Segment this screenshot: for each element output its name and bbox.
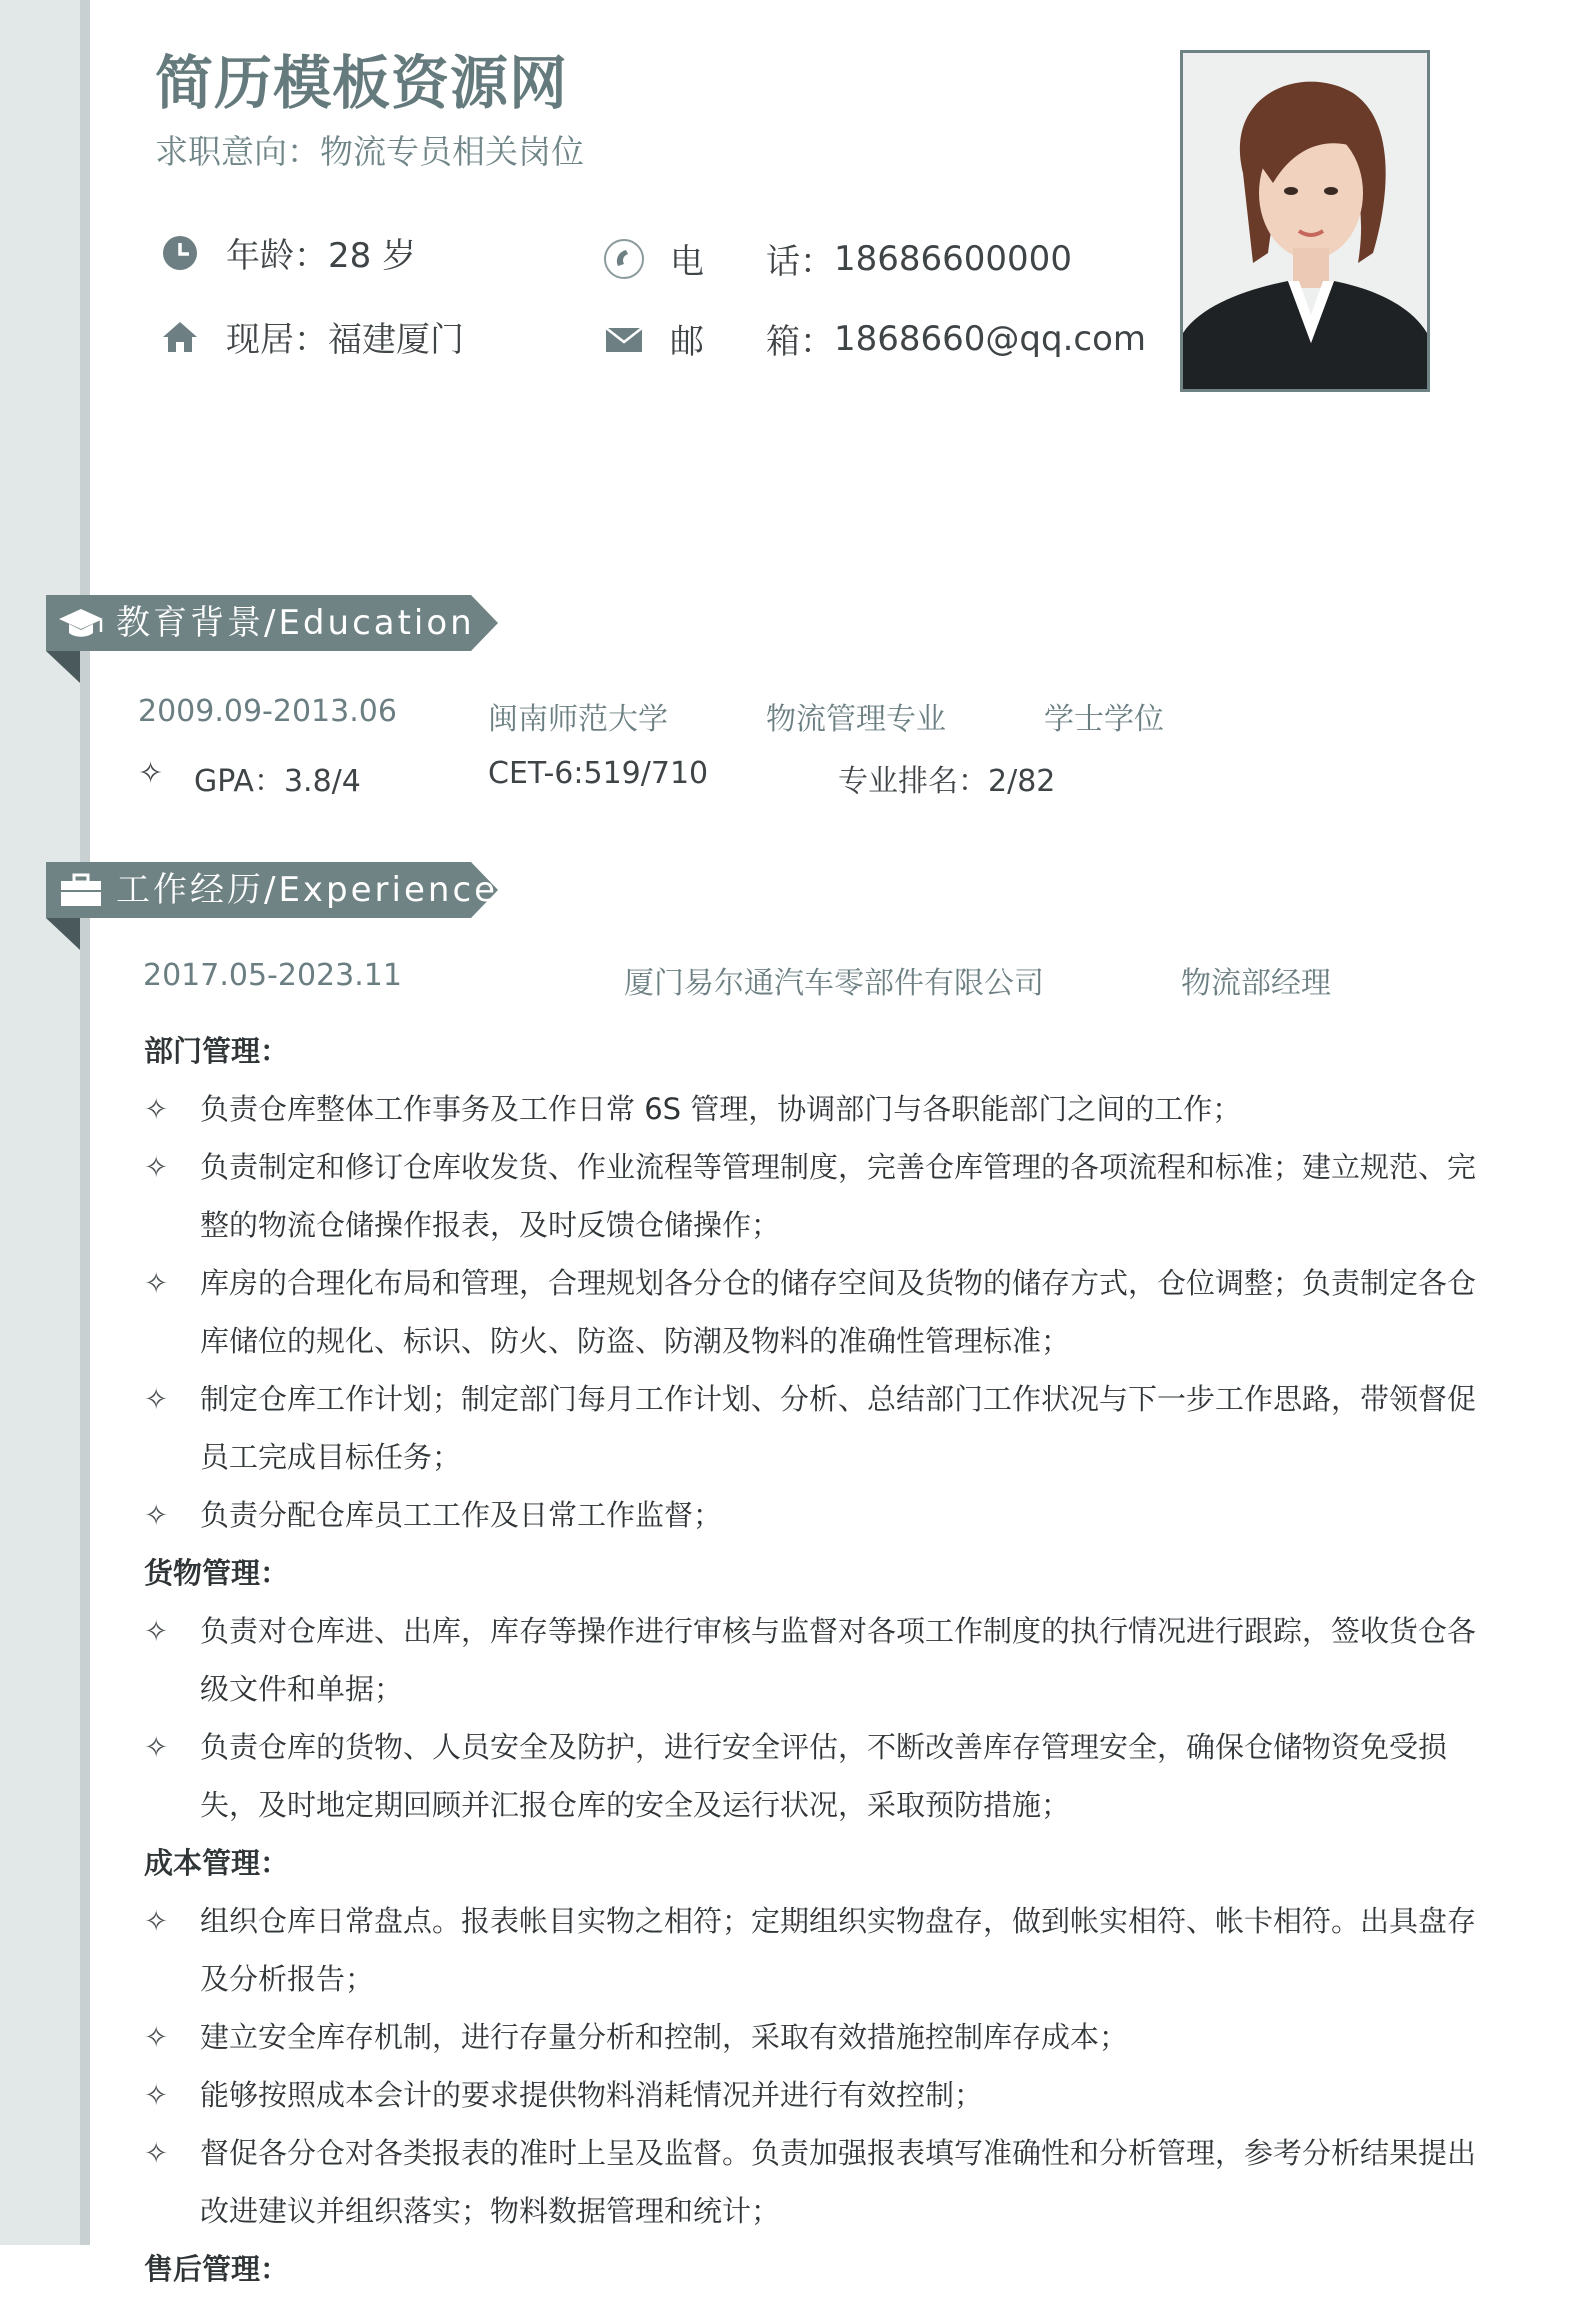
edu-bullet: ✧ [138,756,164,791]
edu-period: 2009.09-2013.06 [138,694,397,729]
list-item: ✧ 组织仓库日常盘点。报表帐目实物之相符；定期组织实物盘存，做到帐实相符、帐卡相符。出具盘存及分析报告； [144,1904,1477,1996]
list-item: ✧ 能够按照成本会计的要求提供物料消耗情况并进行有效控制； [144,2078,984,2112]
clock-icon [158,231,202,275]
email-label-1: 邮 [670,322,704,362]
exp-period: 2017.05-2023.11 [143,958,402,993]
briefcase-icon [56,870,106,910]
phone-label-1: 电 [670,242,704,282]
exp-position: 物流部经理 [1181,966,1331,1001]
candidate-name: 简历模板资源网 [155,49,569,117]
list-item: ✧ 负责仓库整体工作事务及工作日常 6S 管理，协调部门与各职能部门之间的工作； [144,1092,1242,1126]
category-department: 部门管理： [144,1034,290,1068]
category-after-sales: 售后管理： [144,2252,290,2286]
residence-row [158,312,464,361]
home-icon [158,315,202,359]
edu-gpa: GPA：3.8/4 [194,764,361,799]
age-row [158,228,416,277]
edu-school: 闽南师范大学 [488,702,668,737]
edu-cet: CET-6:519/710 [488,756,709,791]
edu-rank: 专业排名：2/82 [838,764,1056,799]
edu-degree: 学士学位 [1044,702,1164,737]
education-title: 教育背景/Education [116,603,475,643]
list-item: ✧ 负责仓库的货物、人员安全及防护，进行安全评估，不断改善库存管理安全，确保仓储物资免受损失，及时地定期回顾并汇报仓库的安全及运行状况，采取预防措施； [144,1730,1448,1822]
profile-photo [1180,50,1430,392]
edu-major: 物流管理专业 [766,702,946,737]
category-cost: 成本管理： [144,1846,290,1880]
email-row [602,314,1146,363]
experience-details [144,1022,1480,2298]
experience-section-header [46,862,498,918]
sidebar-band [0,0,80,2245]
residence-text: 现居：福建厦门 [226,320,464,360]
phone-icon [602,237,646,281]
phone-label-2: 话： [766,242,834,282]
graduation-cap-icon [56,603,106,643]
list-item: ✧ 制定仓库工作计划；制定部门每月工作计划、分析、总结部门工作状况与下一步工作思路，带领督促员工完成目标任务； [144,1382,1477,1474]
phone-row [602,234,1072,283]
category-goods: 货物管理： [144,1556,290,1590]
list-item: ✧ 负责制定和修订仓库收发货、作业流程等管理制度，完善仓库管理的各项流程和标准；建立规范、完整的物流仓储操作报表，及时反馈仓储操作； [144,1150,1477,1242]
list-item: ✧ 督促各分仓对各类报表的准时上呈及监督。负责加强报表填写准确性和分析管理，参考分析结果提出改进建议并组织落实；物料数据管理和统计； [144,2136,1477,2228]
phone-value[interactable]: 18686600000 [834,238,1072,279]
experience-title: 工作经历/Experience [116,870,499,910]
sidebar-rule [80,0,90,2245]
email-label-2: 箱： [766,322,834,362]
mail-icon [602,317,646,361]
education-section-header [46,595,498,651]
list-item: ✧ 库房的合理化布局和管理，合理规划各分仓的储存空间及货物的储存方式，仓位调整；负责制定各仓库储位的规化、标识、防火、防盗、防潮及物料的准确性管理标准； [144,1266,1477,1358]
list-item: ✧ 负责对仓库进、出库，库存等操作进行审核与监督对各项工作制度的执行情况进行跟踪，签收货仓各级文件和单据； [144,1614,1477,1706]
job-intent: 求职意向：物流专员相关岗位 [155,132,584,171]
email-value[interactable]: 1868660@qq.com [834,318,1147,359]
exp-company: 厦门易尔通汽车零部件有限公司 [624,966,1044,1001]
list-item: ✧ 建立安全库存机制，进行存量分析和控制，采取有效措施控制库存成本； [144,2020,1129,2054]
list-item: ✧ 负责分配仓库员工工作及日常工作监督； [144,1498,723,1532]
age-text: 年龄：28 岁 [226,236,417,276]
